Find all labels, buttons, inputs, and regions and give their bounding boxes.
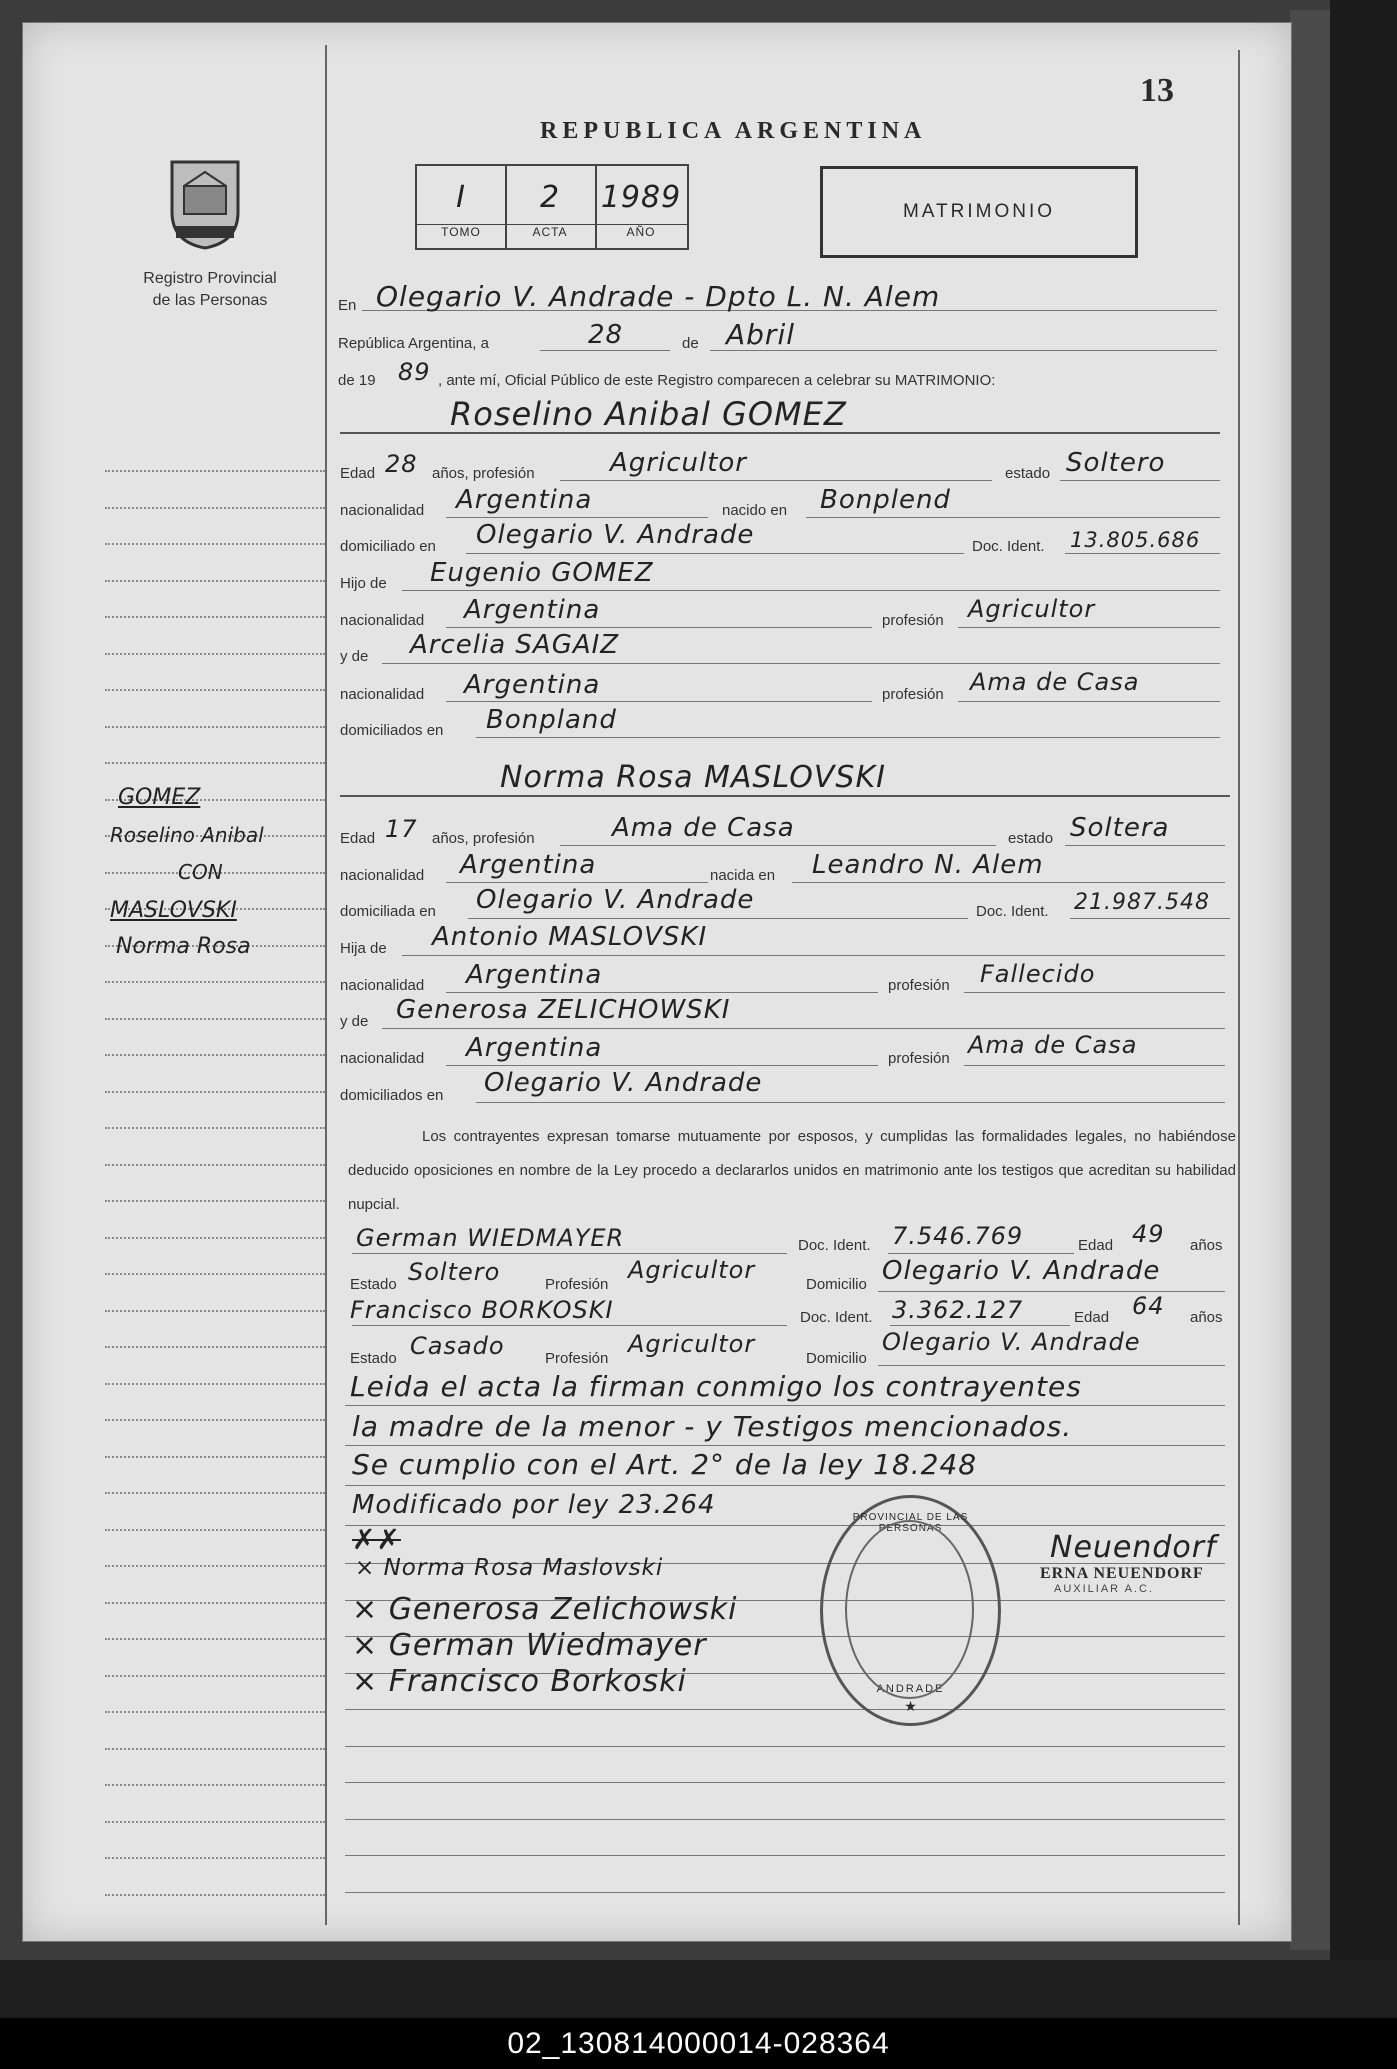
groom-father-nationality: Argentina xyxy=(464,595,601,625)
groom-profession: Agricultor xyxy=(610,448,747,478)
margin-dotted-line xyxy=(105,580,325,582)
label-w1-anos: años xyxy=(1190,1237,1223,1254)
bride-age: 17 xyxy=(385,815,418,843)
label-republica: República Argentina, a xyxy=(338,335,489,352)
officer-signature: Neuendorf xyxy=(1050,1530,1217,1565)
margin-note-line2: Roselino Anibal xyxy=(110,823,264,847)
label-profesion-b2: profesión xyxy=(888,1050,950,1067)
margin-dotted-line xyxy=(105,1200,325,1202)
registry-number-box xyxy=(415,164,689,250)
tomo-label: TOMO xyxy=(417,224,505,239)
label-ante-mi: , ante mí, Oficial Público de este Registro comparecen a celebrar su MATRIMONIO: xyxy=(438,372,996,389)
note-line-3: Se cumplio con el Art. 2° de la ley 18.248 xyxy=(352,1448,978,1481)
witness1-doc: 7.546.769 xyxy=(892,1222,1024,1250)
witness1-domicile: Olegario V. Andrade xyxy=(882,1256,1161,1286)
label-doc-ident-b: Doc. Ident. xyxy=(976,903,1049,920)
bride-domicile: Olegario V. Andrade xyxy=(476,885,755,915)
margin-dotted-line xyxy=(105,1675,325,1677)
bride-nationality: Argentina xyxy=(460,850,597,880)
bride-mother-profession: Ama de Casa xyxy=(968,1031,1138,1059)
label-y-de: y de xyxy=(340,648,369,665)
officer-title: AUXILIAR A.C. xyxy=(1054,1583,1154,1595)
groom-nationality: Argentina xyxy=(456,485,593,515)
margin-dotted-line xyxy=(105,653,325,655)
groom-domicile: Olegario V. Andrade xyxy=(476,520,755,550)
label-nacionalidad-2: nacionalidad xyxy=(340,612,425,629)
tomo-value: I xyxy=(456,180,466,215)
margin-dotted-line xyxy=(105,1857,325,1859)
bride-name: Norma Rosa MASLOVSKI xyxy=(500,760,886,795)
margin-dotted-line xyxy=(105,1602,325,1604)
registry-org-line1: Registro Provincial xyxy=(143,270,277,287)
witness2-profession: Agricultor xyxy=(628,1330,756,1358)
margin-note-line3: CON xyxy=(178,860,223,884)
label-en: En xyxy=(338,297,357,314)
label-nacido-en: nacido en xyxy=(722,502,788,519)
label-w1-domicilio: Domicilio xyxy=(806,1276,867,1293)
label-w1-edad: Edad xyxy=(1078,1237,1114,1254)
signature-bride-mother: × Generosa Zelichowski xyxy=(352,1592,738,1627)
margin-dotted-line xyxy=(105,1784,325,1786)
struck-mark: ✗✗ xyxy=(352,1523,401,1556)
witness1-status: Soltero xyxy=(408,1258,501,1286)
margin-divider xyxy=(325,45,327,1925)
witness2-age: 64 xyxy=(1132,1292,1165,1320)
signature-line xyxy=(345,1746,1225,1747)
bride-parents-domicile: Olegario V. Andrade xyxy=(484,1068,763,1098)
acta-cell xyxy=(505,166,597,248)
witness1-profession: Agricultor xyxy=(628,1256,756,1284)
label-nacionalidad-b: nacionalidad xyxy=(340,867,425,884)
label-hija-de: Hija de xyxy=(340,940,387,957)
margin-note-line5: Norma Rosa xyxy=(116,934,251,959)
signature-witness2: × Francisco Borkoski xyxy=(352,1664,687,1699)
margin-dotted-line xyxy=(105,1894,325,1896)
officer-block xyxy=(1040,1530,1217,1595)
margin-dotted-line xyxy=(105,507,325,509)
witness2-domicile: Olegario V. Andrade xyxy=(882,1328,1141,1356)
groom-parents-domicile: Bonpland xyxy=(486,705,617,735)
label-domiciliados-b: domiciliados en xyxy=(340,1087,444,1104)
label-w2-domicilio: Domicilio xyxy=(806,1350,867,1367)
label-w1-profesion: Profesión xyxy=(545,1276,609,1293)
label-w2-edad: Edad xyxy=(1074,1309,1110,1326)
bride-status: Soltera xyxy=(1070,813,1170,843)
signature-bride: × Norma Rosa Maslovski xyxy=(355,1555,664,1581)
note-line-2: la madre de la menor - y Testigos mencionados. xyxy=(352,1410,1073,1443)
margin-dotted-line xyxy=(105,1419,325,1421)
margin-dotted-line xyxy=(105,543,325,545)
label-profesion-2: profesión xyxy=(882,686,944,703)
signature-line xyxy=(345,1855,1225,1856)
label-profesion-b: profesión xyxy=(888,977,950,994)
groom-birthplace: Bonplend xyxy=(820,485,951,515)
bride-father-nationality: Argentina xyxy=(466,960,603,990)
groom-father-profession: Agricultor xyxy=(968,595,1096,623)
legal-statement: Los contrayentes expresan tomarse mutuamente por esposos, y cumplidas las formalidades legales, no habiéndose deducido oposiciones en nombre de la Ley procedo a declararlos unidos en matrimonio ante los testigos que acreditan su habilidad nupcial. xyxy=(348,1128,1236,1213)
label-nacionalidad-b3: nacionalidad xyxy=(340,1050,425,1067)
margin-dotted-line xyxy=(105,1310,325,1312)
month-value: Abril xyxy=(726,318,795,351)
margin-dotted-line xyxy=(105,762,325,764)
anio-cell xyxy=(595,166,687,248)
margin-dotted-line xyxy=(105,1346,325,1348)
bride-father: Antonio MASLOVSKI xyxy=(432,922,708,952)
margin-dotted-line xyxy=(105,616,325,618)
margin-dotted-line xyxy=(105,1711,325,1713)
note-line-1: Leida el acta la firman conmigo los contrayentes xyxy=(350,1370,1082,1403)
signature-line xyxy=(345,1709,1225,1710)
label-w2-estado: Estado xyxy=(350,1350,397,1367)
margin-dotted-line xyxy=(105,1821,325,1823)
label-domiciliado: domiciliado en xyxy=(340,538,436,555)
bride-mother-nationality: Argentina xyxy=(466,1033,603,1063)
label-edad: Edad xyxy=(340,465,376,482)
acta-label: ACTA xyxy=(505,224,595,239)
stamp-star-icon: ★ xyxy=(904,1698,917,1714)
witness2-name: Francisco BORKOSKI xyxy=(350,1296,614,1324)
signature-line xyxy=(345,1892,1225,1893)
margin-dotted-line xyxy=(105,1638,325,1640)
witness2-status: Casado xyxy=(410,1332,505,1360)
groom-doc: 13.805.686 xyxy=(1070,528,1201,552)
margin-dotted-line xyxy=(105,1127,325,1129)
note-line-4: Modificado por ley 23.264 xyxy=(352,1490,716,1520)
signature-line xyxy=(345,1819,1225,1820)
label-w1-estado: Estado xyxy=(350,1276,397,1293)
margin-dotted-line xyxy=(105,981,325,983)
bride-mother: Generosa ZELICHOWSKI xyxy=(396,995,731,1025)
label-anos-profesion: años, profesión xyxy=(432,465,535,482)
margin-dotted-line xyxy=(105,470,325,472)
label-nacionalidad-b2: nacionalidad xyxy=(340,977,425,994)
bride-birthplace: Leandro N. Alem xyxy=(812,850,1044,880)
margin-dotted-line xyxy=(105,1164,325,1166)
label-nacida-en: nacida en xyxy=(710,867,776,884)
label-w2-anos: años xyxy=(1190,1309,1223,1326)
scan-caption: 02_130814000014-028364 xyxy=(0,2018,1397,2069)
margin-dotted-line xyxy=(105,1273,325,1275)
year-value: 89 xyxy=(398,358,431,386)
margin-dotted-line xyxy=(105,1054,325,1056)
label-doc-ident: Doc. Ident. xyxy=(972,538,1045,555)
label-profesion: profesión xyxy=(882,612,944,629)
margin-dotted-line xyxy=(105,1529,325,1531)
country-heading: REPUBLICA ARGENTINA xyxy=(540,118,927,144)
label-de: de xyxy=(682,335,699,352)
witness1-age: 49 xyxy=(1132,1220,1165,1248)
groom-name: Roselino Anibal GOMEZ xyxy=(450,395,847,433)
page-number: 13 xyxy=(1140,72,1174,109)
margin-dotted-line xyxy=(105,1456,325,1458)
margin-dotted-line xyxy=(105,1383,325,1385)
record-type-box: MATRIMONIO xyxy=(820,166,1138,258)
officer-name: ERNA NEUENDORF xyxy=(1040,1565,1204,1582)
margin-dotted-line xyxy=(105,689,325,691)
margin-dotted-line xyxy=(105,1492,325,1494)
anio-value: 1989 xyxy=(600,180,682,215)
label-domiciliada: domiciliada en xyxy=(340,903,436,920)
label-w2-profesion: Profesión xyxy=(545,1350,609,1367)
label-estado: estado xyxy=(1005,465,1051,482)
label-anos-profesion-b: años, profesión xyxy=(432,830,535,847)
groom-age: 28 xyxy=(385,450,418,478)
bride-father-profession: Fallecido xyxy=(980,960,1096,988)
margin-note-line4: MASLOVSKI xyxy=(110,898,237,923)
label-w2-doc: Doc. Ident. xyxy=(800,1309,873,1326)
witness1-name: German WIEDMAYER xyxy=(356,1224,625,1252)
stamp-line-1: PROVINCIAL DE LAS PERSONAS xyxy=(852,1512,969,1534)
groom-mother-nationality: Argentina xyxy=(464,670,601,700)
label-domiciliados: domiciliados en xyxy=(340,722,444,739)
province-seal-icon xyxy=(162,152,248,252)
signature-line xyxy=(345,1782,1225,1783)
registry-org-line2: de las Personas xyxy=(152,292,268,309)
bride-doc: 21.987.548 xyxy=(1074,890,1210,915)
margin-note-line1: GOMEZ xyxy=(118,785,201,810)
stamp-inner-ring xyxy=(845,1520,974,1699)
margin-dotted-line xyxy=(105,1748,325,1750)
margin-dotted-line xyxy=(105,726,325,728)
label-de-19: de 19 xyxy=(338,372,376,389)
groom-mother: Arcelia SAGAIZ xyxy=(410,630,620,660)
groom-father: Eugenio GOMEZ xyxy=(430,558,654,588)
signature-witness1: × German Wiedmayer xyxy=(352,1628,707,1663)
margin-dotted-line xyxy=(105,1237,325,1239)
bride-profession: Ama de Casa xyxy=(612,813,795,843)
margin-dotted-line xyxy=(105,1565,325,1567)
witness2-doc: 3.362.127 xyxy=(892,1296,1024,1324)
scan-bottom-strip xyxy=(0,1960,1397,2018)
anio-label: AÑO xyxy=(595,224,687,239)
acta-value: 2 xyxy=(539,180,561,215)
label-nacionalidad-3: nacionalidad xyxy=(340,686,425,703)
label-w1-doc: Doc. Ident. xyxy=(798,1237,871,1254)
day-value: 28 xyxy=(588,320,624,350)
book-spine xyxy=(1290,10,1330,1950)
label-y-de-b: y de xyxy=(340,1013,369,1030)
margin-dotted-line xyxy=(105,1018,325,1020)
stamp-line-2: ANDRADE xyxy=(876,1683,945,1695)
label-edad-b: Edad xyxy=(340,830,376,847)
label-hijo-de: Hijo de xyxy=(340,575,387,592)
tomo-cell xyxy=(417,166,507,248)
groom-status: Soltero xyxy=(1066,448,1166,478)
registry-org-name xyxy=(110,268,310,312)
right-border xyxy=(1238,50,1240,1925)
place-value: Olegario V. Andrade - Dpto L. N. Alem xyxy=(376,280,941,313)
groom-mother-profession: Ama de Casa xyxy=(970,668,1140,696)
margin-dotted-line xyxy=(105,1091,325,1093)
label-nacionalidad: nacionalidad xyxy=(340,502,425,519)
label-estado-b: estado xyxy=(1008,830,1054,847)
